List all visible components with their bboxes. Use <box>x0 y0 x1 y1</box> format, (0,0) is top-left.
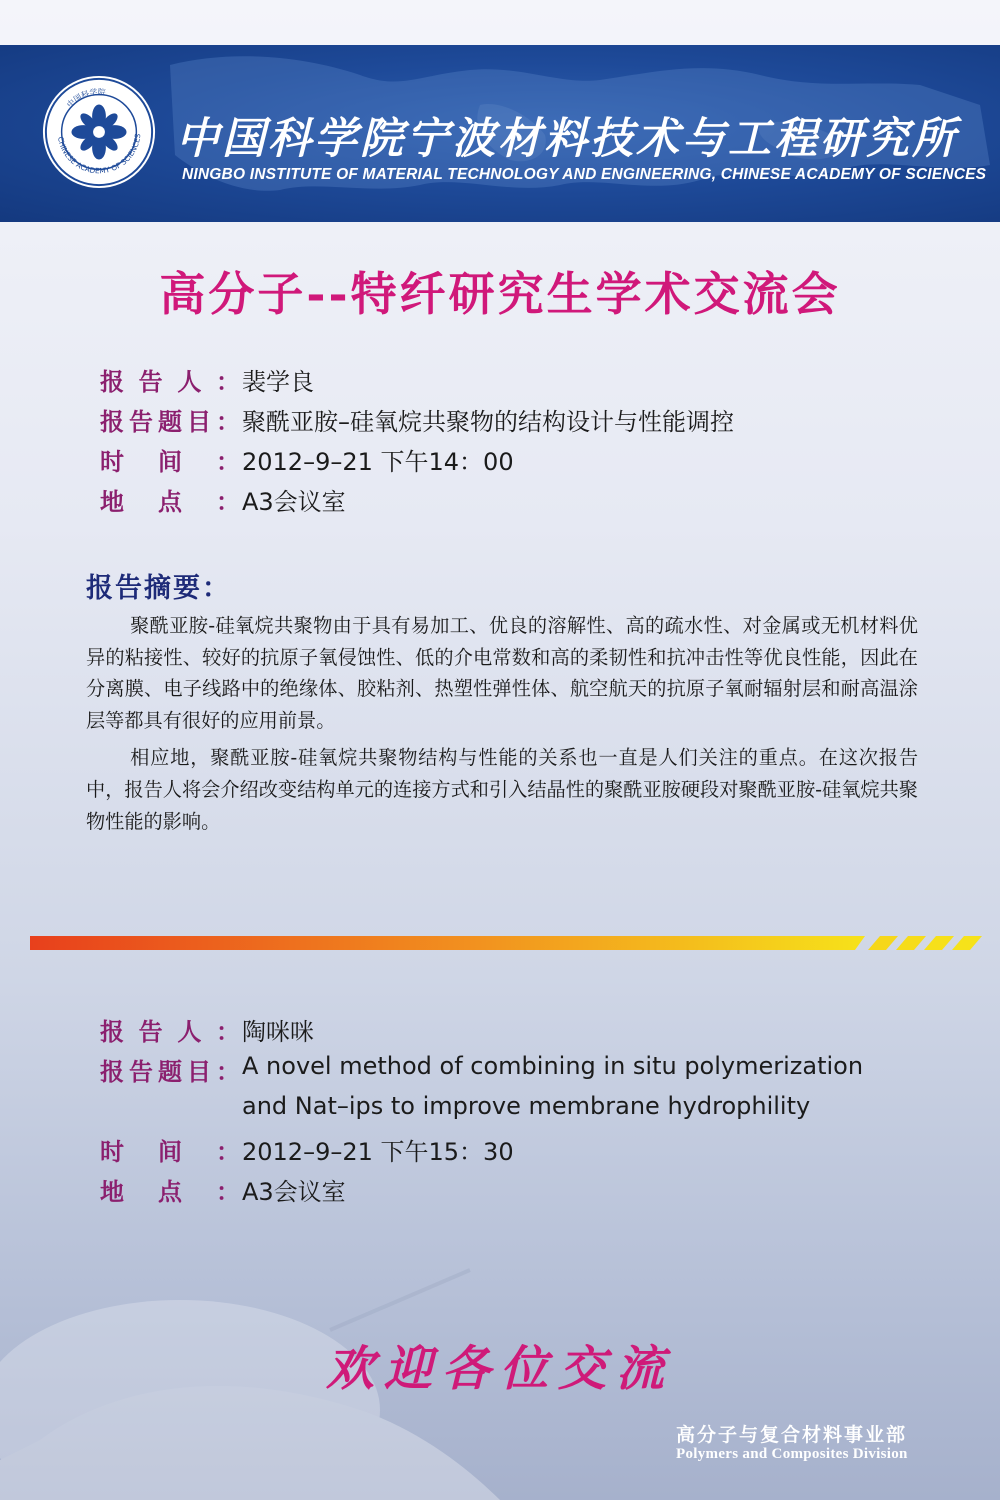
place-text: A3会议室 <box>242 1178 346 1206</box>
page-title: 高分子--特纤研究生学术交流会 <box>159 267 841 321</box>
abstract-heading: 报告摘要： <box>86 573 231 604</box>
topic-label: 报告题目： <box>100 408 240 436</box>
topic-text-line2: and Nat–ips to improve membrane hydrophility <box>242 1092 811 1120</box>
welcome-text: 欢迎各位交流 <box>325 1341 674 1397</box>
logo-top-text: 中国科学院 <box>65 87 106 110</box>
speaker-name: 陶咪咪 <box>242 1018 314 1046</box>
time-label: 时间： <box>100 1138 240 1166</box>
division-name-en: Polymers and Composites Division <box>676 1446 908 1462</box>
abstract-paragraph: 聚酰亚胺-硅氧烷共聚物由于具有易加工、优良的溶解性、高的疏水性、对金属或无机材料优异的粘接性、较好的抗原子氧侵蚀性、低的介电常数和高的柔韧性和抗冲击性等优良性能，因此在分离膜、电子线路中的绝缘体、胶粘剂、热塑性弹性体、航空航天的抗原子氧耐辐射层和耐高温涂层等都具有很好的应用前景。 <box>86 614 918 732</box>
place-label: 地点： <box>100 488 240 516</box>
institute-name-en: NINGBO INSTITUTE OF MATERIAL TECHNOLOGY AND ENGINEERING, CHINESE ACADEMY OF SCIENCES <box>182 166 987 183</box>
logo-ring-text: CHINESE ACADEMY OF SCIENCES <box>55 133 143 176</box>
abstract-body <box>86 610 918 837</box>
time-label: 时间： <box>100 448 240 476</box>
place-text: A3会议室 <box>242 488 346 516</box>
cas-logo-icon <box>40 73 158 191</box>
division-name-cn: 高分子与复合材料事业部 <box>676 1424 908 1446</box>
topic-text-line1: A novel method of combining in situ polymerization <box>242 1052 864 1080</box>
speaker-label: 报告人： <box>100 368 240 396</box>
divider-stripe <box>30 933 995 953</box>
place-label: 地点： <box>100 1178 240 1206</box>
header-banner <box>0 45 1000 222</box>
topic-label: 报告题目： <box>100 1058 240 1086</box>
speaker-name: 裴学良 <box>242 368 314 396</box>
speaker-label: 报告人： <box>100 1018 240 1046</box>
time-text: 2012–9–21 下午15：30 <box>242 1138 514 1166</box>
abstract-paragraph: 相应地，聚酰亚胺-硅氧烷共聚物结构与性能的关系也一直是人们关注的重点。在这次报告中，报告人将会介绍改变结构单元的连接方式和引入结晶性的聚酰亚胺硬段对聚酰亚胺-硅氧烷共聚物性能的影响。 <box>86 746 918 833</box>
topic-text: 聚酰亚胺–硅氧烷共聚物的结构设计与性能调控 <box>242 408 734 436</box>
time-text: 2012–9–21 下午14：00 <box>242 448 514 476</box>
institute-name-cn: 中国科学院宁波材料技术与工程研究所 <box>176 114 958 164</box>
